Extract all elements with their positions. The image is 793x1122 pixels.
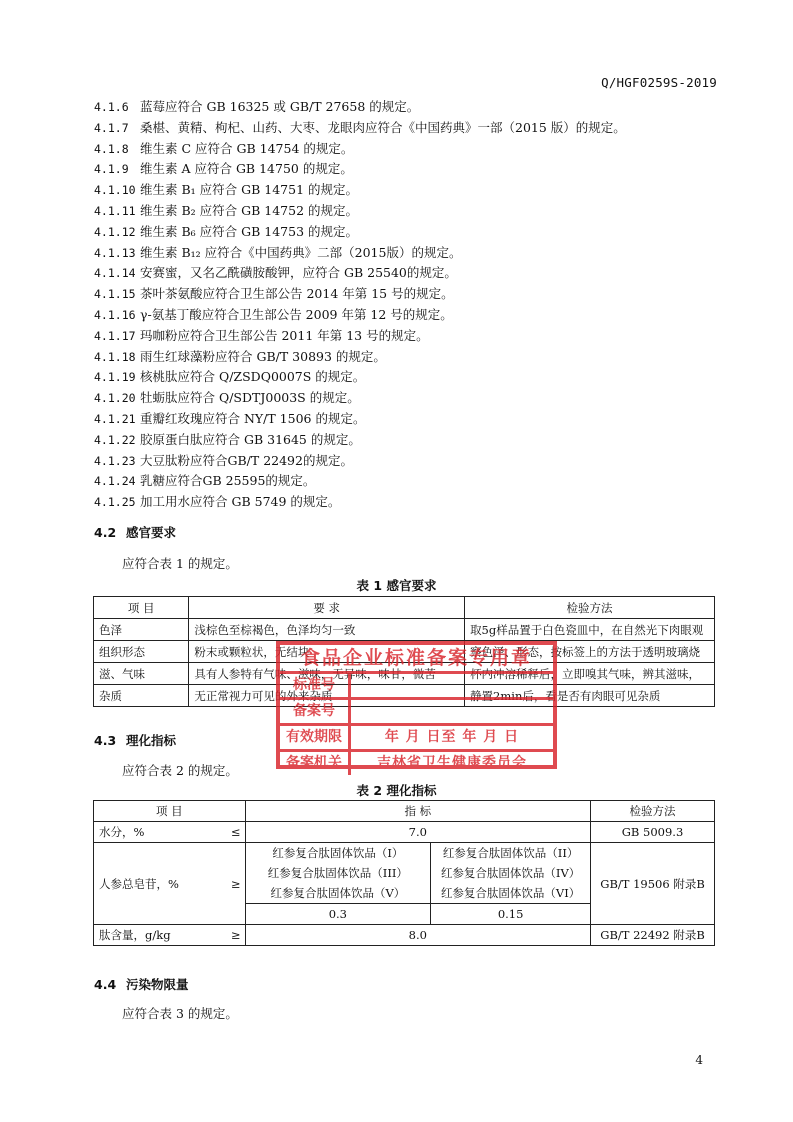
table-header-row	[94, 597, 715, 619]
stamp-value: 吉林省卫生健康委员会	[377, 755, 527, 771]
value-cell: 7.0	[245, 822, 591, 843]
value-cell: 0.3	[245, 904, 431, 925]
method-cell: 取5g样品置于白色瓷皿中，在自然光下肉眼观	[465, 619, 715, 641]
clause-item: 4.1.18 雨生红球藻粉应符合 GB/T 30893 的规定。	[94, 348, 386, 364]
page-number: 4	[695, 1053, 703, 1067]
item-cell: 杂质	[94, 685, 189, 707]
stamp-label: 有效期限	[280, 726, 351, 749]
method-cell: GB 5009.3	[591, 822, 715, 843]
column-header: 检验方法	[591, 801, 715, 822]
product-variant: 红参复合肽固体饮品（VI）	[431, 883, 591, 904]
clause-item: 4.1.12 维生素 B₆ 应符合 GB 14753 的规定。	[94, 223, 358, 239]
clause-item: 4.1.9 维生素 A 应符合 GB 14750 的规定。	[94, 161, 353, 177]
comparison-symbol: ≥	[213, 843, 245, 925]
clause-item: 4.1.21 重瓣红玫瑰应符合 NY/T 1506 的规定。	[94, 410, 366, 426]
section-4-3-paragraph: 应符合表 2 的规定。	[122, 763, 238, 778]
stamp-label: 标准号	[280, 674, 351, 697]
item-cell: 肽含量，g/kg	[94, 925, 214, 946]
column-header: 项 目	[94, 801, 246, 822]
table-row	[94, 619, 715, 641]
stamp-label: 备案号	[280, 700, 351, 723]
clause-item: 4.1.22 胶原蛋白肽应符合 GB 31645 的规定。	[94, 431, 361, 447]
requirement-cell: 粉末或颗粒状，无结块	[189, 641, 465, 663]
clause-item: 4.1.19 核桃肽应符合 Q/ZSDQ0007S 的规定。	[94, 369, 366, 385]
section-4-2-paragraph: 应符合表 1 的规定。	[122, 556, 238, 571]
table-row	[94, 822, 715, 843]
section-4-4-paragraph: 应符合表 3 的规定。	[122, 1006, 238, 1021]
clause-item: 4.1.15 茶叶茶氨酸应符合卫生部公告 2014 年第 15 号的规定。	[94, 286, 454, 302]
clause-item: 4.1.6 蓝莓应符合 GB 16325 或 GB/T 27658 的规定。	[94, 99, 420, 114]
method-cell: GB/T 19506 附录B	[591, 843, 715, 925]
table-row	[94, 925, 715, 946]
column-header: 检验方法	[465, 597, 715, 619]
table-2-caption: 表 2 理化指标	[356, 783, 437, 798]
clause-item: 4.1.10 维生素 B₁ 应符合 GB 14751 的规定。	[94, 182, 358, 198]
table-row	[94, 641, 715, 663]
clause-item: 4.1.17 玛咖粉应符合卫生部公告 2011 年第 13 号的规定。	[94, 327, 429, 343]
method-cell: 察色泽、形态，按标签上的方法于透明玻璃烧	[465, 641, 715, 663]
table-row	[94, 685, 715, 707]
comparison-symbol: ≤	[213, 822, 245, 843]
table-1-caption: 表 1 感官要求	[356, 578, 437, 593]
column-header: 指 标	[245, 801, 591, 822]
clause-item: 4.1.24 乳糖应符合GB 25595的规定。	[94, 473, 316, 489]
item-cell: 人参总皂苷，%	[94, 843, 214, 925]
table-row	[94, 843, 715, 864]
column-header: 要 求	[189, 597, 465, 619]
product-variant: 红参复合肽固体饮品（II）	[431, 843, 591, 864]
clause-item: 4.1.13 维生素 B₁₂ 应符合《中国药典》二部（2015版）的规定。	[94, 244, 462, 260]
section-heading-4-4: 4.4 污染物限量	[94, 977, 189, 992]
item-cell: 色泽	[94, 619, 189, 641]
clause-item: 4.1.11 维生素 B₂ 应符合 GB 14752 的规定。	[94, 202, 358, 218]
clause-list	[94, 97, 626, 513]
method-cell: 杯内冲溶稀释后，立即嗅其气味，辨其滋味，	[465, 663, 715, 685]
stamp-value: 年 月 日至 年 月 日	[384, 729, 520, 745]
product-variant: 红参复合肽固体饮品（IV）	[431, 863, 591, 883]
stamp-row	[280, 726, 553, 752]
product-variant: 红参复合肽固体饮品（I）	[245, 843, 431, 864]
clause-item: 4.1.16 γ-氨基丁酸应符合卫生部公告 2009 年第 12 号的规定。	[94, 306, 453, 322]
physicochemical-table	[93, 800, 715, 946]
stamp-title: 食品企业标准备案专用章	[280, 645, 553, 674]
table-header-row	[94, 801, 715, 822]
item-cell: 组织形态	[94, 641, 189, 663]
value-cell: 8.0	[245, 925, 591, 946]
clause-item: 4.1.8 维生素 C 应符合 GB 14754 的规定。	[94, 140, 354, 156]
requirement-cell: 具有人参特有气味、滋味，无异味，味甘，微苦	[189, 663, 465, 685]
item-cell: 水分，%	[94, 822, 214, 843]
section-heading-4-3: 4.3 理化指标	[94, 733, 177, 748]
table-row	[94, 663, 715, 685]
requirement-cell: 浅棕色至棕褐色，色泽均匀一致	[189, 619, 465, 641]
method-cell: 静置2min后，看是否有肉眼可见杂质	[465, 685, 715, 707]
document-code: Q/HGF0259S-2019	[601, 75, 717, 90]
method-cell: GB/T 22492 附录B	[591, 925, 715, 946]
stamp-row	[280, 752, 553, 775]
product-variant: 红参复合肽固体饮品（V）	[245, 883, 431, 904]
clause-item: 4.1.23 大豆肽粉应符合GB/T 22492的规定。	[94, 452, 353, 468]
column-header: 项 目	[94, 597, 189, 619]
comparison-symbol: ≥	[213, 925, 245, 946]
clause-item: 4.1.25 加工用水应符合 GB 5749 的规定。	[94, 494, 341, 510]
requirement-cell: 无正常视力可见的外来杂质	[189, 685, 465, 707]
stamp-label: 备案机关	[280, 752, 351, 775]
clause-item: 4.1.7 桑椹、黄精、枸杞、山药、大枣、龙眼肉应符合《中国药典》一部（2015 版）的规定。	[94, 119, 626, 135]
sensory-requirements-table	[93, 596, 715, 707]
clause-item: 4.1.20 牡蛎肽应符合 Q/SDTJ0003S 的规定。	[94, 390, 360, 406]
item-cell: 滋、气味	[94, 663, 189, 685]
clause-item: 4.1.14 安赛蜜，又名乙酰磺胺酸钾，应符合 GB 25540的规定。	[94, 265, 457, 281]
section-heading-4-2: 4.2 感官要求	[94, 525, 177, 540]
value-cell: 0.15	[431, 904, 591, 925]
product-variant: 红参复合肽固体饮品（III）	[245, 863, 431, 883]
